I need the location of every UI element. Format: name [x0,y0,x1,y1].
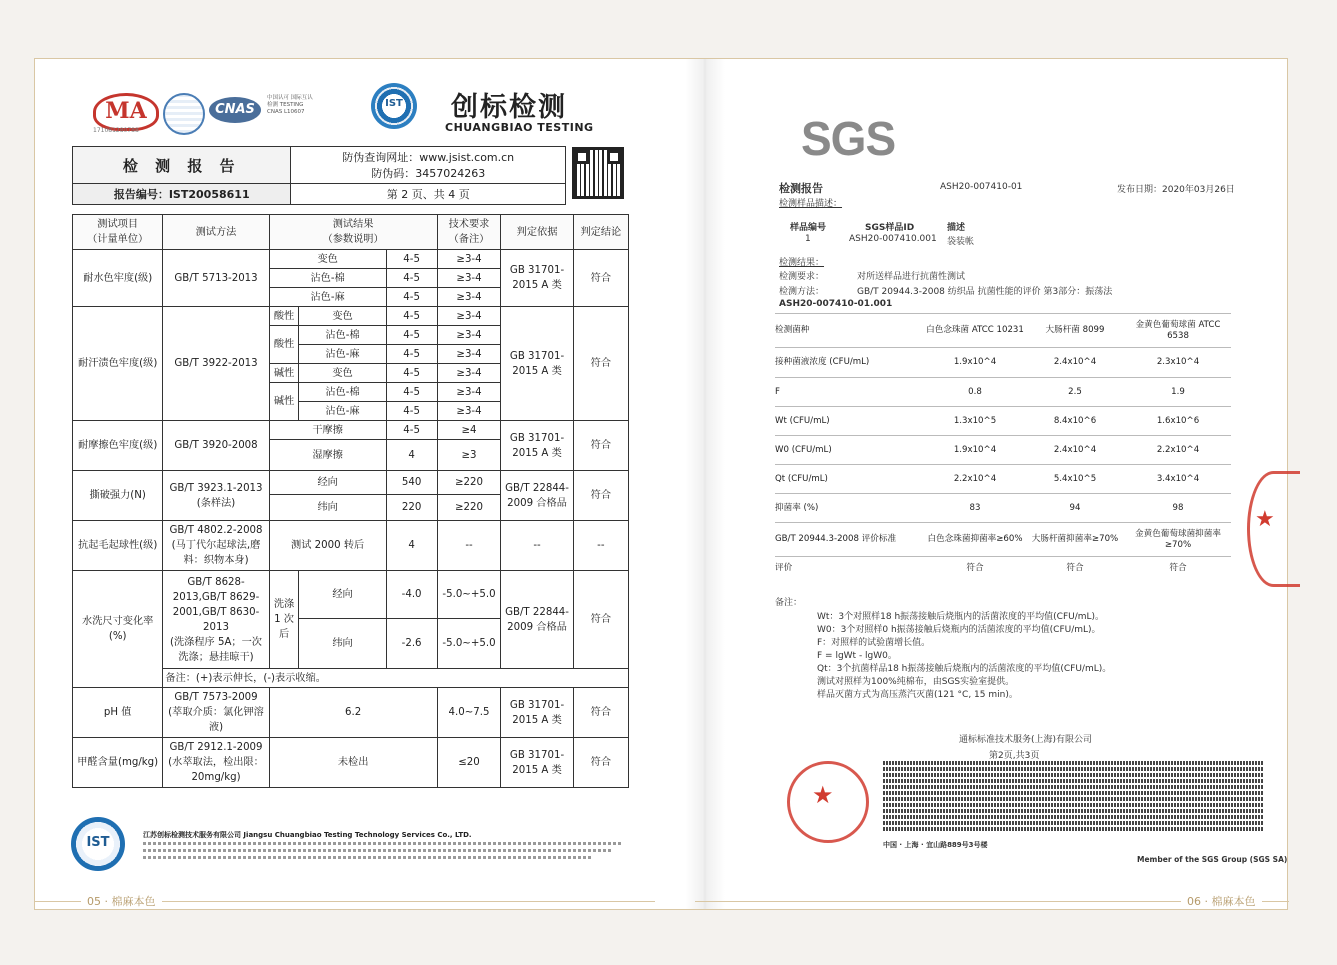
cell: 2.4x10^4 [1025,436,1125,465]
item-tear: 撕破强力(N) [73,471,163,521]
item-pill: 抗起毛起球性(级) [73,521,163,571]
footer-company: 江苏创标检测技术服务有限公司 Jiangsu Chuangbiao Testing Technology Services Co., LTD. [143,831,472,839]
basis: GB/T 22844-2009 合格品 [501,571,573,669]
method-pill [163,521,269,571]
brand-name-en: CHUANGBIAO TESTING [445,121,594,134]
req: ≥3-4 [437,364,501,383]
cond: 沾色-麻 [299,402,386,421]
note-line: 样品灭菌方式为高压蒸汽灭菌(121 °C, 15 min)。 [817,690,1018,700]
table-row [73,307,629,326]
col-method: 测试方法 [163,215,269,250]
table-row [775,494,1231,523]
report-number: 报告编号：IST20058611 [73,184,291,205]
req: ≥3-4 [437,326,501,345]
page-count: 第 2 页、共 4 页 [291,184,566,205]
req: ≤20 [437,738,501,788]
head-strain: 检测菌种 [775,314,925,348]
cell: 1.6x10^6 [1125,407,1231,436]
footer-fine-print [143,842,623,845]
cell: 2.3x10^4 [1125,348,1231,378]
cell: 8.4x10^6 [1025,407,1125,436]
head-saureus: 金黄色葡萄球菌 ATCC 6538 [1125,314,1231,348]
req: ≥220 [437,471,501,495]
report-spread [34,58,1288,910]
cell: 金黄色葡萄球菌抑菌率≥70% [1125,523,1231,557]
value: 4-5 [386,364,437,383]
report-title: 检 测 报 告 [73,147,291,184]
table-row [73,421,629,440]
col-result: 测试结果 （参数说明） [269,215,437,250]
basis: GB/T 22844-2009 合格品 [501,471,573,521]
req: ≥3-4 [437,383,501,402]
cond: 沾色-棉 [269,269,386,288]
cond: 沾色-棉 [299,383,386,402]
verdict: 符合 [573,307,628,421]
req: ≥3 [437,440,501,471]
item-hcho: 甲醛含量(mg/kg) [73,738,163,788]
table-row [775,465,1231,494]
sgs-member-text: Member of the SGS Group (SGS SA) [1137,855,1288,864]
sample-desc-label: 检测样品描述： [779,199,843,209]
method-label: 检测方法： [779,287,825,297]
sample-desc: 袋装帐 [947,237,975,247]
cell: 83 [925,494,1025,523]
table-row [73,738,629,788]
cond: 纬向 [299,619,386,669]
row-label: 接种菌液浓度 (CFU/mL) [775,348,925,378]
item-wash: 耐水色牢度(级) [73,250,163,307]
method-hcho-std: GB/T 2912.1-2009 [169,742,263,753]
acid-label: 酸性 [269,307,299,326]
issuer-name: 通标标准技术服务(上海)有限公司 [959,735,1093,745]
note-line: F：对照样的试验菌增长值。 [817,638,931,648]
ist-seal-icon [71,817,125,871]
sgs-issue-date: 发布日期：2020年03月26日 [1117,185,1235,195]
value: 220 [386,495,437,521]
cond: 纬向 [269,495,386,521]
col-requirement: 技术要求 （备注） [437,215,501,250]
sample-head-id: 样品编号 [790,223,827,233]
method-value: GB/T 20944.3-2008 纺织品 抗菌性能的评价 第3部分：振荡法 [857,287,1113,297]
cell: 98 [1125,494,1231,523]
shrink-note: 备注：(+)表示伸长，(-)表示收缩。 [163,669,629,688]
cond: 测试 2000 转后 [269,521,386,571]
col-basis: 判定依据 [501,215,573,250]
basis: GB 31701-2015 A 类 [501,307,573,421]
value: 6.2 [269,688,437,738]
sample-sgsid: ASH20-007410.001 [849,234,937,244]
table-row [73,521,629,571]
cell: 94 [1025,494,1125,523]
method-ph-std: GB/T 7573-2009 [174,692,258,703]
ist-seal-text: IST [86,835,110,850]
req: ≥4 [437,421,501,440]
value: 4-5 [386,345,437,364]
item-sweat: 耐汗渍色牢度(级) [73,307,163,421]
basis: -- [501,521,573,571]
item-shrink: 水洗尺寸变化率(%) [73,571,163,688]
basis: GB 31701-2015 A 类 [501,738,573,788]
table-row [775,378,1231,407]
cond: 经向 [269,471,386,495]
table-row [73,250,629,269]
cell: 3.4x10^4 [1125,465,1231,494]
footer-fine-print [143,849,613,852]
verify-site: 防伪查询网址：www.jsist.com.cn [342,151,515,164]
value: -4.0 [386,571,437,619]
verdict: 符合 [573,250,628,307]
requirement-value: 对所送样品进行抗菌性测试 [857,272,966,282]
req: ≥3-4 [437,269,501,288]
table-row [73,688,629,738]
note-line: Qt：3个抗菌样品18 h振荡接触后烧瓶内的活菌浓度的平均值(CFU/mL)。 [817,664,1112,674]
alk-label: 碱性 [269,383,299,421]
req: ≥3-4 [437,250,501,269]
cond: 变色 [299,364,386,383]
result-label: 检测结果： [779,258,825,268]
ist-logo-icon [371,83,417,129]
verdict: 符合 [573,688,628,738]
req: ≥220 [437,495,501,521]
basis: GB 31701-2015 A 类 [501,421,573,471]
cell: 白色念珠菌抑菌率≥60% [925,523,1025,557]
qr-code-icon [572,147,624,199]
antibacterial-table [775,313,1231,581]
sgs-report-title: 检测报告 [779,182,823,195]
sgs-report-no: ASH20-007410-01 [940,182,1023,192]
method-tear-std: GB/T 3923.1-2013 [169,482,263,494]
cell: 大肠杆菌抑菌率≥70% [1025,523,1125,557]
cell: 符合 [1025,557,1125,581]
sgs-logo: SGS [801,110,896,166]
cnas-text: 中国认可 国际互认 检测 TESTING CNAS L10607 [267,95,313,115]
row-label: 抑菌率 (%) [775,494,925,523]
value: 4-5 [386,250,437,269]
stamp-star-icon: ★ [812,781,834,809]
value: 4-5 [386,288,437,307]
requirement-label: 检测要求： [779,272,825,282]
method-hcho-note: (水萃取法，检出限：20mg/kg) [168,757,264,783]
sub-sample-id: ASH20-007410-01.001 [779,299,893,309]
cell: 2.5 [1025,378,1125,407]
cell: 0.8 [925,378,1025,407]
notes-label: 备注： [775,598,803,608]
page-number-right: 06 · 棉麻本色 [1181,893,1262,909]
note-line: 测试对照样为100%纯棉布，由SGS实验室提供。 [817,677,1015,687]
wash-cond: 洗涤 1 次后 [269,571,299,669]
verdict: 符合 [573,421,628,471]
req: -5.0~+5.0 [437,619,501,669]
basis: GB 31701-2015 A 类 [501,688,573,738]
cell: 2.4x10^4 [1025,348,1125,378]
acid-label: 酸性 [269,326,299,364]
sgs-page-count: 第2页,共3页 [989,751,1040,761]
table-row [775,557,1231,581]
accreditation-logos [93,87,363,137]
note-line: F = lgWt - lgW0。 [817,651,897,661]
method-ph [163,688,269,738]
item-rub: 耐摩擦色牢度(级) [73,421,163,471]
table-row [775,436,1231,465]
cond: 湿摩擦 [269,440,386,471]
cell: 符合 [925,557,1025,581]
footer-fine-print [143,856,593,859]
verify-code: 防伪码：3457024263 [371,167,486,180]
sample-head-desc: 描述 [947,223,966,233]
row-label: 评价 [775,557,925,581]
cell: 2.2x10^4 [925,465,1025,494]
table-row [73,571,629,619]
value: 4-5 [386,326,437,345]
table-row [73,471,629,495]
head-candida: 白色念珠菌 ATCC 10231 [925,314,1025,348]
req: ≥3-4 [437,345,501,364]
row-label: W0 (CFU/mL) [775,436,925,465]
ist-logo-text: IST [385,98,403,109]
cma-logo: MA [93,93,159,131]
req: ≥3-4 [437,307,501,326]
req: -5.0~+5.0 [437,571,501,619]
cell: 1.9x10^4 [925,436,1025,465]
req: -- [437,521,501,571]
test-results-table [72,214,629,788]
verify-cell [291,147,566,184]
value: 4 [386,521,437,571]
value: 未检出 [269,738,437,788]
col-verdict: 判定结论 [573,215,628,250]
method-pill-note: (马丁代尔起球法,磨料：织物本身) [171,540,261,566]
value: 4-5 [386,307,437,326]
cell: 1.9 [1125,378,1231,407]
cma-number: 171081280788 [93,127,139,134]
value: 4-5 [386,402,437,421]
cond: 沾色-麻 [299,345,386,364]
verdict: 符合 [573,738,628,788]
report-header [72,146,566,205]
cell: 符合 [1125,557,1231,581]
value: 4 [386,440,437,471]
table-row [775,348,1231,378]
method-hcho [163,738,269,788]
value: 4-5 [386,421,437,440]
note-line: W0：3个对照样0 h振荡接触后烧瓶内的活菌浓度的平均值(CFU/mL)。 [817,625,1101,635]
value: 4-5 [386,383,437,402]
req: 4.0~7.5 [437,688,501,738]
alk-label: 碱性 [269,364,299,383]
method-shrink [163,571,269,669]
sgs-address: 中国 · 上海 · 宜山路889号3号楼 [883,841,988,849]
basis: GB 31701-2015 A 类 [501,250,573,307]
table-row [775,523,1231,557]
method-ph-note: (萃取介质：氯化钾溶液) [168,707,264,733]
method-sweat: GB/T 3922-2013 [163,307,269,421]
method-rub: GB/T 3920-2008 [163,421,269,471]
sgs-terms-fine-print [883,759,1263,833]
note-line: Wt：3个对照样18 h振荡接触后烧瓶内的活菌浓度的平均值(CFU/mL)。 [817,612,1105,622]
verdict: -- [573,521,628,571]
cell: 2.2x10^4 [1125,436,1231,465]
method-tear [163,471,269,521]
value: 540 [386,471,437,495]
verdict: 符合 [573,571,628,669]
row-label: F [775,378,925,407]
cond: 沾色-麻 [269,288,386,307]
cell: 1.3x10^5 [925,407,1025,436]
method-pill-std: GB/T 4802.2-2008 [169,525,263,536]
cond: 经向 [299,571,386,619]
table-row [775,314,1231,348]
cell: 5.4x10^5 [1025,465,1125,494]
table-row [775,407,1231,436]
sample-head-sgsid: SGS样品ID [865,223,915,233]
cond: 干摩擦 [269,421,386,440]
value: 4-5 [386,269,437,288]
side-stamp-star-icon: ★ [1255,507,1275,532]
cond: 变色 [299,307,386,326]
req: ≥3-4 [437,402,501,421]
method-tear-note: (条样法) [196,497,236,509]
cond: 变色 [269,250,386,269]
verdict: 符合 [573,471,628,521]
value: -2.6 [386,619,437,669]
row-label: GB/T 20944.3-2008 评价标准 [775,523,925,557]
method-shrink-note: (洗涤程序 5A；一次洗涤；悬挂晾干) [170,636,262,663]
head-ecoli: 大肠杆菌 8099 [1025,314,1125,348]
req: ≥3-4 [437,288,501,307]
cond: 沾色-棉 [299,326,386,345]
method-shrink-std: GB/T 8628-2013,GB/T 8629-2001,GB/T 8630-2013 [172,576,260,633]
sample-id: 1 [805,234,811,244]
ilac-logo-icon [163,93,205,135]
page-fold [685,59,725,909]
row-label: Wt (CFU/mL) [775,407,925,436]
cnas-logo: CNAS [209,97,261,123]
page-number-left: 05 · 棉麻本色 [81,893,162,909]
cell: 1.9x10^4 [925,348,1025,378]
brand-name-cn: 创标检测 [451,92,567,123]
col-item: 测试项目 （计量单位） [73,215,163,250]
row-label: Qt (CFU/mL) [775,465,925,494]
method-wash: GB/T 5713-2013 [163,250,269,307]
item-ph: pH 值 [73,688,163,738]
